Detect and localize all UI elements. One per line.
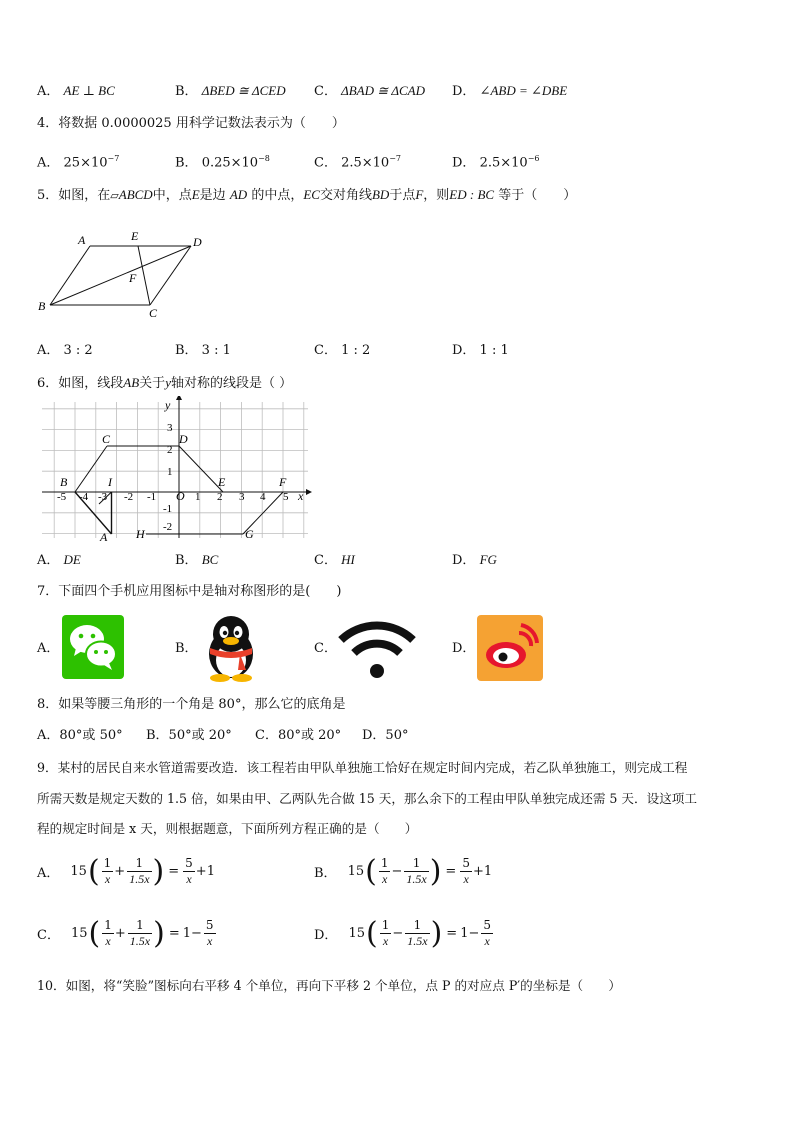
q5-option-d: D． 1 : 1 (452, 343, 509, 358)
q6-option-a: A． DE (37, 552, 81, 568)
q6-ytick: -1 (163, 503, 173, 515)
q6-ytick: 1 (167, 466, 173, 478)
q6-y-axis-label: y (165, 398, 171, 412)
q9-stem-line-1: 9．某村的居民自来水管道需要改造．该工程若由甲队单独施工恰好在规定时间内完成，若乙队单独施工，则完成工程 (37, 760, 688, 775)
q7-option-a-label: A． (37, 641, 60, 656)
wechat-icon (62, 615, 124, 679)
q5-label-f: F (129, 271, 137, 285)
q5-option-a: A． 3 : 2 (37, 343, 93, 358)
q9-stem-line-3: 程的规定时间是 x 天，则根据题意，下面所列方程正确的是（ ） (37, 821, 418, 836)
q4-stem: 4．将数据 0.0000025 用科学记数法表示为（ ） (37, 116, 345, 131)
q5-label-b: B (38, 299, 46, 313)
q5-label-a: A (78, 233, 86, 247)
q5-label-c: C (149, 306, 158, 320)
q6-coordinate-grid-figure (36, 396, 316, 544)
q7-stem: 7．下面四个手机应用图标中是轴对称图形的是( ) (37, 584, 342, 599)
q9-option-d: D． 15 ( $\frac{1}{x}$ − $\frac{1}{1.5x}$ ) = 1− $\frac{5}{x}$ (314, 915, 492, 951)
q10-stem: 10．如图，将“笑脸”图标向右平移 4 个单位，再向下平移 2 个单位，点 P 的对应点 P′的坐标是（ ） (37, 978, 621, 993)
q6-xtick: -5 (57, 491, 67, 503)
q3-option-a-expr: AE ⊥ BC (63, 83, 115, 98)
q6-point-c: C (102, 432, 111, 446)
q6-xtick: 3 (239, 491, 245, 503)
q5-stem: 5．如图，在▱ABCD中，点E是边 AD 的中点，EC交对角线BD于点F，则ED : BC 等于（ ） (37, 187, 577, 203)
q7-option-b-label: B． (175, 641, 198, 656)
q6-point-g: G (245, 527, 254, 541)
q6-xtick: -1 (147, 491, 157, 503)
q5-parallelogram-figure (34, 228, 214, 320)
q9-option-a: A． 15 ( $\frac{1}{x}$ + $\frac{1}{1.5x}$ ) = $\frac{5}{x}$ +1 (37, 853, 215, 889)
wifi-icon (337, 614, 417, 680)
q8-stem: 8．如果等腰三角形的一个角是 80°，那么它的底角是 (37, 697, 346, 712)
q5-option-b: B． 3 : 1 (175, 343, 231, 358)
q5-label-e: E (131, 229, 139, 243)
q6-ytick: -2 (163, 521, 173, 533)
q6-ytick: 2 (167, 444, 173, 456)
q3-option-a: A． AE ⊥ BC (37, 83, 115, 99)
qq-penguin-icon (198, 612, 264, 682)
q4-option-b: B． $0.25\times 10^{-8}$ (175, 154, 270, 171)
q6-point-a: A (100, 530, 108, 544)
q6-option-c: C． HI (314, 552, 355, 568)
q8-option-a: A．80°或 50° (37, 728, 123, 743)
q3-option-b: B． ΔBED ≅ ΔCED (175, 83, 286, 99)
q3-option-c: C． ΔBAD ≅ ΔCAD (314, 83, 426, 99)
q6-point-b: B (60, 475, 68, 489)
q3-option-c-expr: ΔBAD ≅ ΔCAD (341, 83, 426, 98)
q3-option-d: D． ∠ABD = ∠DBE (452, 83, 568, 99)
q3-option-d-expr: ∠ABD = ∠DBE (479, 83, 568, 98)
weibo-icon (477, 615, 543, 681)
q6-xtick: -3 (98, 491, 108, 503)
q6-point-f: F (279, 475, 287, 489)
q8-option-c: C．80°或 20° (255, 728, 342, 743)
q5-label-d: D (193, 235, 202, 249)
q4-option-c: C． $2.5\times 10^{-7}$ (314, 154, 401, 171)
q6-x-axis-label: x (298, 489, 304, 503)
q9-stem-line-2: 所需天数是规定天数的 1.5 倍，如果由甲、乙两队先合做 15 天，那么余下的工程由甲队单独完成还需 5 天．设这项工 (37, 791, 697, 806)
q6-point-h: H (136, 527, 145, 541)
q7-option-c-label: C． (314, 641, 337, 656)
q6-point-e: E (218, 475, 226, 489)
q6-xtick: -4 (79, 491, 89, 503)
q6-xtick: -2 (124, 491, 134, 503)
q6-option-d: D． FG (452, 552, 497, 568)
q5-option-c: C． 1 : 2 (314, 343, 371, 358)
q6-ytick: 3 (167, 422, 173, 434)
q6-option-b: B． BC (175, 552, 219, 568)
q7-option-d-label: D． (452, 641, 476, 656)
q6-point-i: I (108, 475, 112, 489)
q6-stem: 6．如图，线段AB关于y轴对称的线段是（ ） (37, 375, 293, 391)
q4-option-a: A． $25\times 10^{-7}$ (37, 154, 120, 171)
q6-point-d: D (179, 432, 188, 446)
q8-option-b: B．50°或 20° (146, 728, 232, 743)
q6-xtick: 4 (260, 491, 266, 503)
q8-option-d: D．50° (362, 728, 409, 743)
q4-option-d: D． $2.5\times 10^{-6}$ (452, 154, 540, 171)
q9-option-b: B． 15 ( $\frac{1}{x}$ − $\frac{1}{1.5x}$ ) = $\frac{5}{x}$ +1 (314, 853, 493, 889)
q3-option-b-expr: ΔBED ≅ ΔCED (201, 83, 286, 98)
q9-option-c: C． 15 ( $\frac{1}{x}$ + $\frac{1}{1.5x}$ ) = 1− $\frac{5}{x}$ (37, 915, 214, 951)
q6-origin-label: O (176, 489, 185, 503)
q6-xtick: 5 (283, 491, 289, 503)
q6-xtick: 2 (217, 491, 223, 503)
q6-xtick: 1 (195, 491, 201, 503)
